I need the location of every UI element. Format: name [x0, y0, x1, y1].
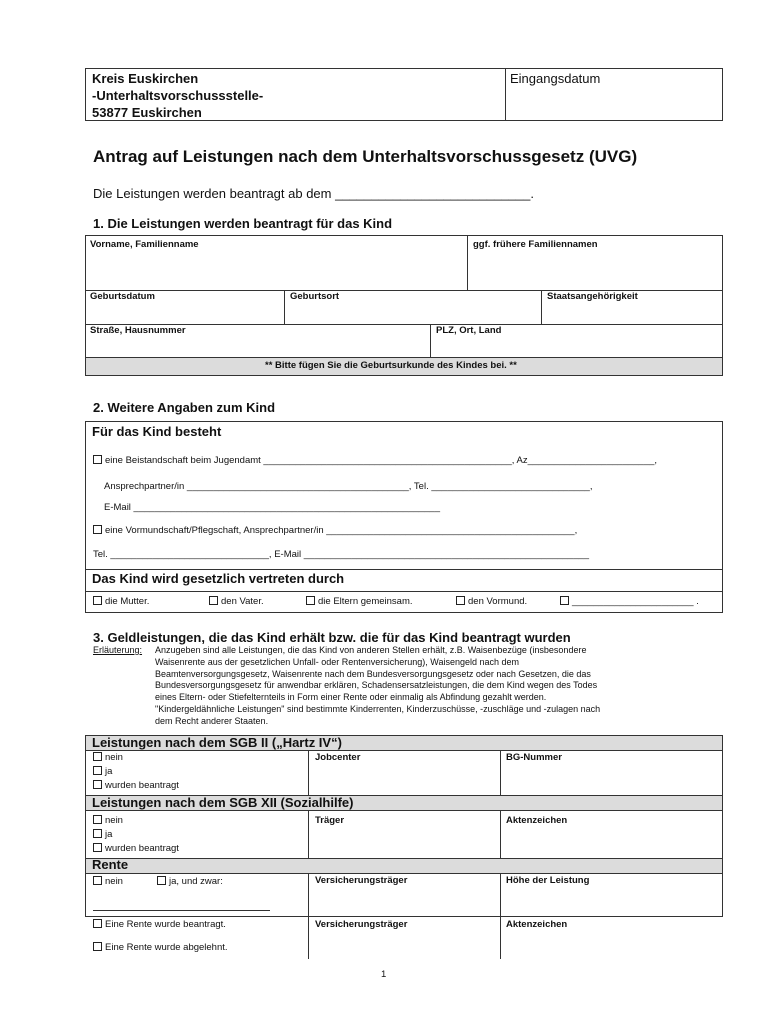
address-line-1: Kreis Euskirchen	[92, 71, 199, 86]
checkbox-icon[interactable]	[306, 596, 315, 605]
child-data-table	[85, 235, 723, 376]
rep-parents-option[interactable]: die Eltern gemeinsam.	[306, 596, 413, 607]
section1-heading: 1. Die Leistungen werden beantragt für das Kind	[93, 216, 393, 231]
sgb12-applied-option[interactable]: wurden beantragt	[93, 843, 179, 854]
explanation-label: Erläuterung:	[93, 645, 143, 655]
pension-yes-option[interactable]: ja, und zwar:	[157, 876, 223, 887]
benefits-table	[85, 735, 723, 917]
bg-number-field[interactable]: BG-Nummer	[506, 752, 562, 763]
checkbox-icon[interactable]	[93, 455, 102, 464]
birth-certificate-note: ** Bitte fügen Sie die Geburtsurkunde des Kindes bei. **	[265, 360, 517, 371]
contact-person-line[interactable]: Ansprechpartner/in __________________________________________, Tel. ______________________________,	[104, 481, 593, 492]
sgb2-no-option[interactable]: nein	[93, 752, 123, 763]
rep-other-option[interactable]: _______________________ .	[560, 596, 699, 607]
address-line-3: 53877 Euskirchen	[92, 105, 202, 120]
pension-no-option[interactable]: nein	[93, 876, 123, 887]
checkbox-icon[interactable]	[93, 876, 102, 885]
vormundschaft-option[interactable]: eine Vormundschaft/Pflegschaft, Ansprechpartner/in _______________________________________________,	[93, 525, 577, 536]
checkbox-icon[interactable]	[157, 876, 166, 885]
form-title: Antrag auf Leistungen nach dem Unterhaltsvorschussgesetz (UVG)	[93, 147, 638, 166]
checkbox-icon[interactable]	[93, 829, 102, 838]
checkbox-icon[interactable]	[93, 752, 102, 761]
status-box-title: Für das Kind besteht	[92, 424, 222, 439]
receipt-date-label: Eingangsdatum	[510, 71, 601, 86]
checkbox-icon[interactable]	[93, 843, 102, 852]
pension-applied-option[interactable]: Eine Rente wurde beantragt.	[93, 919, 226, 930]
nationality-field[interactable]: Staatsangehörigkeit	[547, 291, 638, 302]
file-number-field[interactable]: Aktenzeichen	[506, 815, 568, 826]
section2-heading: 2. Weitere Angaben zum Kind	[93, 400, 276, 415]
name-field[interactable]: Vorname, Familienname	[90, 239, 199, 250]
sgb2-title: Leistungen nach dem SGB II („Hartz IV“)	[92, 735, 342, 750]
city-field[interactable]: PLZ, Ort, Land	[436, 325, 502, 336]
checkbox-icon[interactable]	[93, 780, 102, 789]
section3-heading: 3. Geldleistungen, die das Kind erhält bzw. die für das Kind beantragt wurden	[93, 630, 571, 645]
insurer-field-2[interactable]: Versicherungsträger	[315, 919, 408, 930]
pension-type-line[interactable]	[93, 910, 270, 911]
checkbox-icon[interactable]	[209, 596, 218, 605]
file-number-field-2[interactable]: Aktenzeichen	[506, 919, 568, 930]
checkbox-icon[interactable]	[93, 525, 102, 534]
street-field[interactable]: Straße, Hausnummer	[90, 325, 186, 336]
checkbox-icon[interactable]	[93, 596, 102, 605]
sgb12-title: Leistungen nach dem SGB XII (Sozialhilfe)	[92, 795, 354, 810]
rep-mother-option[interactable]: die Mutter.	[93, 596, 149, 607]
checkbox-icon[interactable]	[456, 596, 465, 605]
birthdate-field[interactable]: Geburtsdatum	[90, 291, 155, 302]
start-date-line[interactable]: Die Leistungen werden beantragt ab dem ___________________________.	[93, 186, 534, 201]
pension-rejected-option[interactable]: Eine Rente wurde abgelehnt.	[93, 942, 228, 953]
carrier-field[interactable]: Träger	[315, 815, 345, 826]
birthplace-field[interactable]: Geburtsort	[290, 291, 340, 302]
address-line-2: -Unterhaltsvorschussstelle-	[92, 88, 264, 103]
former-names-field[interactable]: ggf. frühere Familiennamen	[473, 239, 598, 250]
checkbox-icon[interactable]	[93, 815, 102, 824]
checkbox-icon[interactable]	[93, 766, 102, 775]
tel-email-line[interactable]: Tel. ______________________________, E-Mail ______________________________________________________	[93, 549, 590, 560]
checkbox-icon[interactable]	[560, 596, 569, 605]
explanation-text: Anzugeben sind alle Leistungen, die das Kind von anderen Stellen erhält, z.B. Waisenbezüge (insbesondere Waisenrente aus der gesetzlichen Unfall- oder Rentenversicherung), Waisengeld nach dem Beamtenversorgungsgesetz, Waisenrente nach dem Bundesversorgungsgesetz oder nach Gesetzen, die das Bundesversorgungsgesetz für anwendbar erklären, Schadensersatzleistungen, die dem Kind wegen des Todes eines Eltern- oder Stiefelternteils in Form einer Rente oder einmalig als Abfindung gezahlt werden. "Kindergeldähnliche Leistungen" sind bestimmte Kinderrenten, Kinderzuschüsse, -zuschläge und -zulagen nach dem Recht anderer Staaten.	[155, 645, 601, 726]
pension-title: Rente	[92, 857, 129, 872]
header-divider	[505, 68, 506, 121]
rep-guardian-option[interactable]: den Vormund.	[456, 596, 527, 607]
page-number: 1	[381, 969, 387, 980]
rep-father-option[interactable]: den Vater.	[209, 596, 264, 607]
insurer-field[interactable]: Versicherungsträger	[315, 875, 408, 886]
checkbox-icon[interactable]	[93, 919, 102, 928]
email-line[interactable]: E-Mail __________________________________________________________	[104, 502, 440, 513]
benefit-amount-field[interactable]: Höhe der Leistung	[506, 875, 590, 886]
checkbox-icon[interactable]	[93, 942, 102, 951]
authority-address	[92, 70, 263, 121]
sgb2-applied-option[interactable]: wurden beantragt	[93, 780, 179, 791]
representation-title: Das Kind wird gesetzlich vertreten durch	[92, 571, 345, 586]
sgb12-no-option[interactable]: nein	[93, 815, 123, 826]
beistandschaft-option[interactable]: eine Beistandschaft beim Jugendamt _______________________________________________, Az________________________,	[93, 455, 657, 466]
sgb2-yes-option[interactable]: ja	[93, 766, 112, 777]
sgb12-yes-option[interactable]: ja	[93, 829, 112, 840]
jobcenter-field[interactable]: Jobcenter	[315, 752, 361, 763]
